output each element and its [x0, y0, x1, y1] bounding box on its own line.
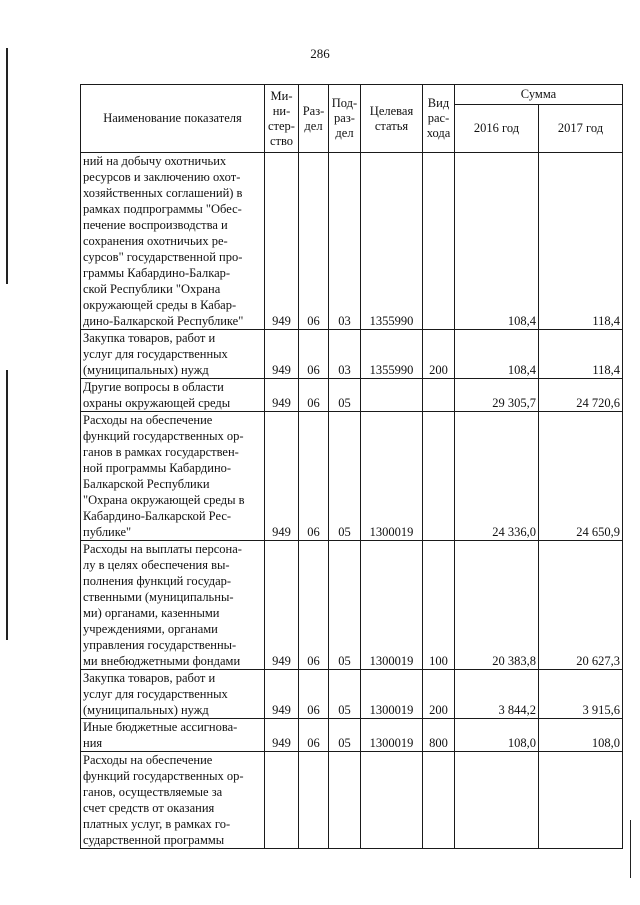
scan-margin-line — [630, 820, 631, 878]
table-row — [81, 153, 623, 330]
target-article-cell: 1355990 — [361, 330, 423, 379]
amount-2016-cell: 108,0 — [455, 719, 539, 752]
table-row — [81, 752, 623, 849]
row-name-cell: Расходы на обеспечение функций государственных ор- ганов в рамках государствен- ной программы Кабардино- Балкарской Республики "Охрана окружающей среды в Кабардино-Балкарской Рес- публике" — [81, 412, 265, 541]
row-name-cell: Закупка товаров, работ и услуг для государственных (муниципальных) нужд — [81, 330, 265, 379]
subsection-code-cell: 05 — [329, 379, 361, 412]
target-article-cell: 1300019 — [361, 670, 423, 719]
row-name-cell: Иные бюджетные ассигнова- ния — [81, 719, 265, 752]
row-name-cell: Расходы на обеспечение функций государственных ор- ганов, осуществляемые за счет средств от оказания платных услуг, в рамках го- сударственной программы — [81, 752, 265, 849]
expense-type-cell — [423, 153, 455, 330]
column-header-2016: 2016 год — [455, 105, 539, 153]
target-article-cell: 1355990 — [361, 153, 423, 330]
table-row — [81, 330, 623, 379]
amount-2017-cell: 118,4 — [539, 330, 623, 379]
section-code-cell — [299, 752, 329, 849]
scan-margin-line — [6, 48, 8, 284]
column-header-section: Раз- дел — [299, 85, 329, 153]
expense-type-cell — [423, 752, 455, 849]
target-article-cell — [361, 752, 423, 849]
section-code-cell: 06 — [299, 541, 329, 670]
table-row — [81, 541, 623, 670]
column-header-2017: 2017 год — [539, 105, 623, 153]
ministry-code-cell: 949 — [265, 153, 299, 330]
subsection-code-cell: 05 — [329, 719, 361, 752]
table-body — [81, 153, 623, 849]
amount-2017-cell: 108,0 — [539, 719, 623, 752]
target-article-cell: 1300019 — [361, 412, 423, 541]
expense-type-cell: 800 — [423, 719, 455, 752]
scan-margin-line — [6, 370, 8, 640]
table-row — [81, 670, 623, 719]
amount-2016-cell: 108,4 — [455, 153, 539, 330]
amount-2017-cell: 20 627,3 — [539, 541, 623, 670]
table-header — [81, 85, 623, 153]
amount-2017-cell: 118,4 — [539, 153, 623, 330]
row-name-cell: Расходы на выплаты персона- лу в целях обеспечения вы- полнения функций государ- ственными (муниципальны- ми) органами, казенными учреждениями, органами управления государственны- ми внебюджетными фондами — [81, 541, 265, 670]
ministry-code-cell: 949 — [265, 719, 299, 752]
amount-2016-cell: 108,4 — [455, 330, 539, 379]
row-name-cell: Другие вопросы в области охраны окружающей среды — [81, 379, 265, 412]
ministry-code-cell: 949 — [265, 379, 299, 412]
subsection-code-cell: 05 — [329, 412, 361, 541]
subsection-code-cell: 05 — [329, 541, 361, 670]
subsection-code-cell: 03 — [329, 330, 361, 379]
subsection-code-cell: 03 — [329, 153, 361, 330]
budget-table — [80, 84, 623, 849]
section-code-cell: 06 — [299, 719, 329, 752]
amount-2017-cell: 3 915,6 — [539, 670, 623, 719]
table-row — [81, 379, 623, 412]
target-article-cell: 1300019 — [361, 719, 423, 752]
amount-2016-cell: 24 336,0 — [455, 412, 539, 541]
amount-2017-cell: 24 720,6 — [539, 379, 623, 412]
section-code-cell: 06 — [299, 412, 329, 541]
expense-type-cell: 200 — [423, 330, 455, 379]
page-number: 286 — [310, 46, 330, 61]
amount-2016-cell: 20 383,8 — [455, 541, 539, 670]
column-header-subsection: Под- раз- дел — [329, 85, 361, 153]
subsection-code-cell: 05 — [329, 670, 361, 719]
ministry-code-cell — [265, 752, 299, 849]
row-name-cell: Закупка товаров, работ и услуг для государственных (муниципальных) нужд — [81, 670, 265, 719]
column-header-sum: Сумма — [455, 85, 623, 105]
ministry-code-cell: 949 — [265, 330, 299, 379]
expense-type-cell — [423, 412, 455, 541]
ministry-code-cell: 949 — [265, 541, 299, 670]
expense-type-cell: 100 — [423, 541, 455, 670]
section-code-cell: 06 — [299, 379, 329, 412]
column-header-target: Целевая статья — [361, 85, 423, 153]
amount-2017-cell: 24 650,9 — [539, 412, 623, 541]
expense-type-cell: 200 — [423, 670, 455, 719]
amount-2016-cell: 29 305,7 — [455, 379, 539, 412]
section-code-cell: 06 — [299, 670, 329, 719]
ministry-code-cell: 949 — [265, 412, 299, 541]
column-header-name: Наименование показателя — [81, 85, 265, 153]
target-article-cell — [361, 379, 423, 412]
table-row — [81, 719, 623, 752]
column-header-expense-type: Вид рас- хода — [423, 85, 455, 153]
table-row — [81, 412, 623, 541]
ministry-code-cell: 949 — [265, 670, 299, 719]
target-article-cell: 1300019 — [361, 541, 423, 670]
section-code-cell: 06 — [299, 153, 329, 330]
column-header-ministry: Ми- ни- стер- ство — [265, 85, 299, 153]
subsection-code-cell — [329, 752, 361, 849]
row-name-cell: ний на добычу охотничьих ресурсов и заключению охот- хозяйственных соглашений) в рамках подпрограммы "Обес- печение воспроизводства и сохранения охотничьих ре- сурсов" государственной про- граммы Кабардино-Балкар- ской Республики "Охрана окружающей среды в Кабар- дино-Балкарской Республике" — [81, 153, 265, 330]
amount-2016-cell: 3 844,2 — [455, 670, 539, 719]
amount-2016-cell — [455, 752, 539, 849]
amount-2017-cell — [539, 752, 623, 849]
expense-type-cell — [423, 379, 455, 412]
section-code-cell: 06 — [299, 330, 329, 379]
